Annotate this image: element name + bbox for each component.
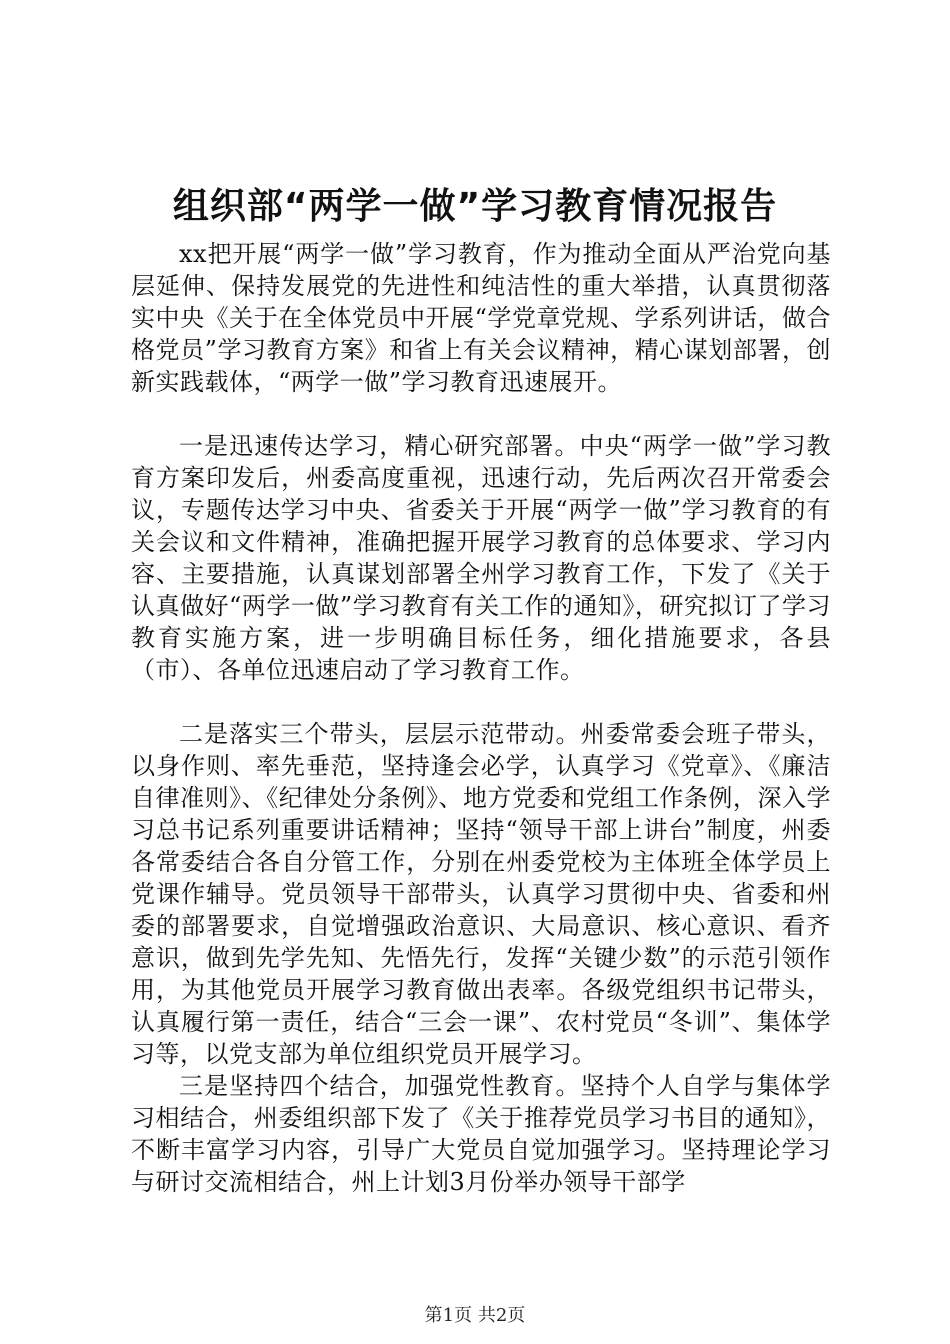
document-body [131, 238, 831, 1198]
document-title: 组织部“两学一做”学习教育情况报告 [172, 186, 778, 227]
page-number: 第1页 共2页 [424, 1305, 526, 1326]
paragraph-intro: xx把开展“两学一做”学习教育，作为推动全面从严治党向基层延伸、保持发展党的先进性和纯洁性的重大举措，认真贯彻落实中央《关于在全体党员中开展“学党章党规、学系列讲话，做合格党员”学习教育方案》和省上有关会议精神，精心谋划部署，创新实践载体，“两学一做”学习教育迅速展开。 [131, 240, 831, 396]
paragraph-point-two: 二是落实三个带头，层层示范带动。州委常委会班子带头，以身作则、率先垂范，坚持逢会必学，认真学习《党章》、《廉洁自律准则》、《纪律处分条例》、地方党委和党组工作条例，深入学习总书记系列重要讲话精神；坚持“领导干部上讲台”制度，州委各常委结合各自分管工作，分别在州委党校为主体班全体学员上党课作辅导。党员领导干部带头，认真学习贯彻中央、省委和州委的部署要求，自觉增强政治意识、大局意识、核心意识、看齐意识，做到先学先知、先悟先行，发挥“关键少数”的示范引领作用，为其他党员开展学习教育做出表率。各级党组织书记带头，认真履行第一责任，结合“三会一课”、农村党员“冬训”、集体学习等，以党支部为单位组织党员开展学习。 [131, 720, 831, 1068]
paragraph-point-three: 三是坚持四个结合，加强党性教育。坚持个人自学与集体学习相结合，州委组织部下发了《关于推荐党员学习书目的通知》，不断丰富学习内容，引导广大党员自觉加强学习。坚持理论学习与研讨交流相结合，州上计划3月份举办领导干部学 [131, 1072, 831, 1196]
paragraph-point-one: 一是迅速传达学习，精心研究部署。中央“两学一做”学习教育方案印发后，州委高度重视，迅速行动，先后两次召开常委会议，专题传达学习中央、省委关于开展“两学一做”学习教育的有关会议和文件精神，准确把握开展学习教育的总体要求、学习内容、主要措施，认真谋划部署全州学习教育工作，下发了《关于认真做好“两学一做”学习教育有关工作的通知》，研究拟订了学习教育实施方案，进一步明确目标任务，细化措施要求，各县（市）、各单位迅速启动了学习教育工作。 [131, 432, 831, 684]
